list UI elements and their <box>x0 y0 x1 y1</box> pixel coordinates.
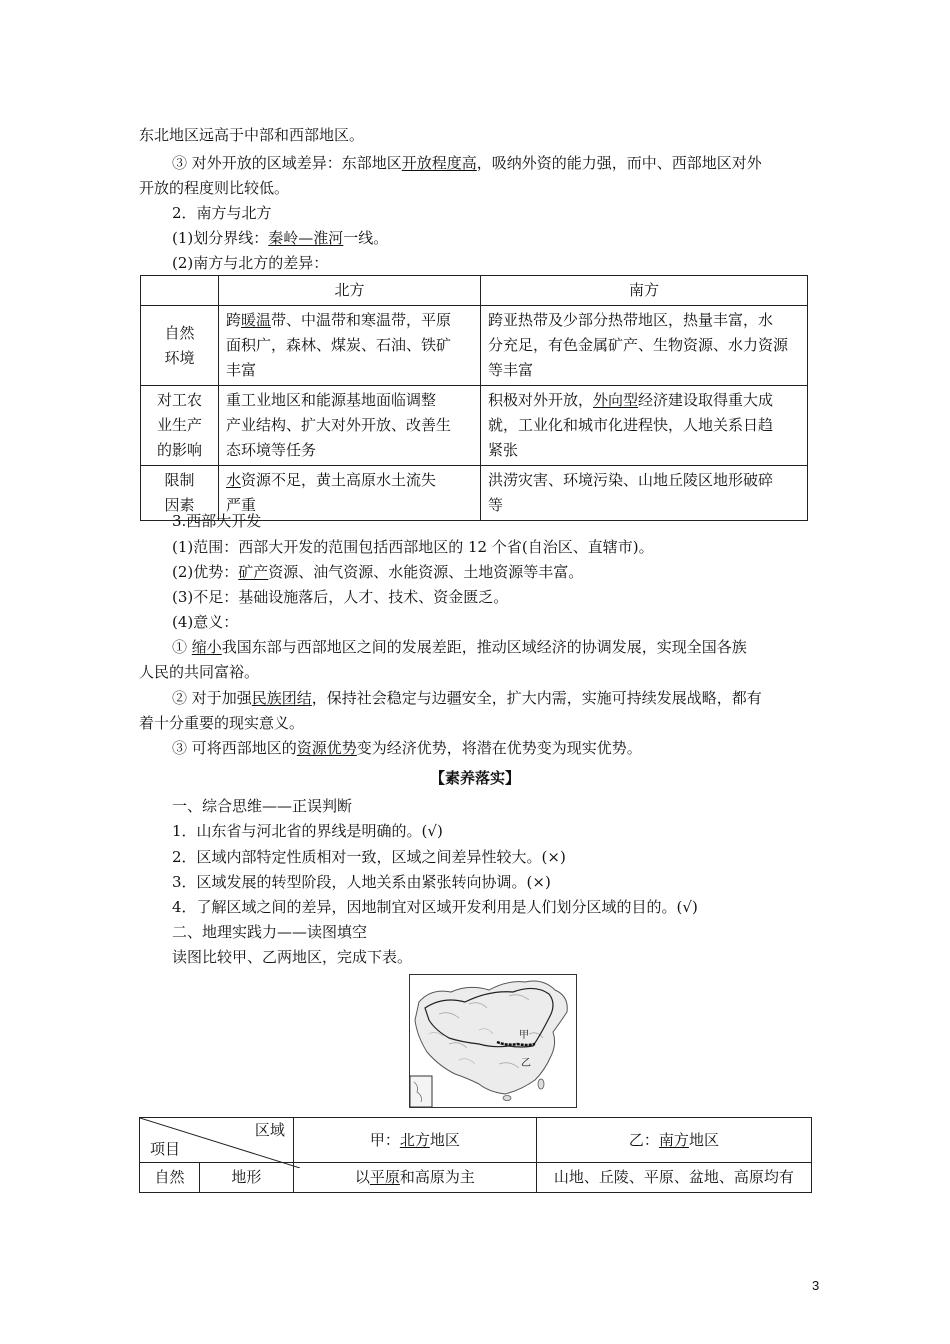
para-significance-3: ③ 可将西部地区的资源优势变为经济优势，将潜在优势变为现实优势。 <box>172 739 642 757</box>
south-north-table <box>140 275 808 521</box>
row-label-nature: 自然 环境 <box>141 306 219 386</box>
section-title: 【素养落实】 <box>429 769 520 787</box>
diagonal-header <box>140 1118 294 1163</box>
para-line: 东北地区远高于中部和西部地区。 <box>139 126 365 144</box>
para-shortcomings: (3)不足：基础设施落后，人才、技术、资金匮乏。 <box>172 588 509 606</box>
table-row <box>140 1118 812 1163</box>
page-number: 3 <box>812 1278 820 1293</box>
question-5: 读图比较甲、乙两地区，完成下表。 <box>172 948 413 966</box>
para-line: 开放的程度则比较低。 <box>139 179 290 197</box>
para-advantages: (2)优势：矿产资源、油气资源、水能资源、土地资源等丰富。 <box>172 563 584 581</box>
para-differences: (2)南方与北方的差异： <box>172 254 329 272</box>
diag-label-item: 项目 <box>150 1140 181 1158</box>
header-jia: 甲：北方地区 <box>293 1118 536 1163</box>
china-map <box>409 974 577 1108</box>
cell-south-impact: 积极对外开放，外向型经济建设取得重大成 就，工业化和城市化进程快，人地关系日趋 紧张 <box>481 386 808 466</box>
cell-south-limits: 洪涝灾害、环境污染、山地丘陵区地形破碎 等 <box>481 466 808 521</box>
question-1: 1．山东省与河北省的界线是明确的。(√) <box>172 822 443 840</box>
para-line: 人民的共同富裕。 <box>139 663 260 681</box>
para-line: 着十分重要的现实意义。 <box>139 714 305 732</box>
header-yi: 乙：南方地区 <box>536 1118 811 1163</box>
table-row <box>141 276 808 306</box>
cell-north-impact: 重工业地区和能源基地面临调整 产业结构、扩大对外开放、改善生 态环境等任务 <box>219 386 481 466</box>
para-significance-1: ① 缩小我国东部与西部地区之间的发展差距，推动区域经济的协调发展，实现全国各族 <box>172 638 747 656</box>
table-row <box>141 306 808 386</box>
cell-jia-terrain: 以平原和高原为主 <box>293 1163 536 1193</box>
question-heading-2: 二、地理实践力——读图填空 <box>172 923 368 941</box>
question-heading-1: 一、综合思维——正误判断 <box>172 797 353 815</box>
question-2: 2．区域内部特定性质相对一致，区域之间差异性较大。(×) <box>172 848 566 866</box>
diag-label-region: 区域 <box>254 1121 285 1139</box>
cell-south-nature: 跨亚热带及少部分热带地区，热量丰富，水 分充足，有色金属矿产、生物资源、水力资源 等丰富 <box>481 306 808 386</box>
para-scope: (1)范围：西部大开发的范围包括西部地区的 12 个省(自治区、直辖市)。 <box>172 538 654 556</box>
table-cell-empty <box>141 276 219 306</box>
map-label-yi: 乙 <box>521 1058 531 1069</box>
cell-nature: 自然 <box>140 1163 200 1193</box>
heading-west-development: 3.西部大开发 <box>172 512 262 530</box>
cell-terrain: 地形 <box>200 1163 294 1193</box>
para-significance-2: ② 对于加强民族团结，保持社会稳定与边疆安全，扩大内需，实施可持续发展战略，都有 <box>172 689 762 707</box>
region-compare-table <box>139 1117 812 1193</box>
question-3: 3．区域发展的转型阶段，人地关系由紧张转向协调。(×) <box>172 873 551 891</box>
para-boundary: (1)划分界线：秦岭—淮河一线。 <box>172 229 389 247</box>
header-south: 南方 <box>481 276 808 306</box>
row-label-limits: 限制 因素 <box>141 466 219 521</box>
para-open-region-diff: ③ 对外开放的区域差异：东部地区开放程度高，吸纳外资的能力强，而中、西部地区对外 <box>172 154 762 172</box>
para-significance: (4)意义： <box>172 613 239 631</box>
question-4: 4．了解区域之间的差异，因地制宜对区域开发利用是人们划分区域的目的。(√) <box>172 898 698 916</box>
china-map-svg <box>409 974 577 1108</box>
row-label-impact: 对工农 业生产 的影响 <box>141 386 219 466</box>
cell-north-limits: 水资源不足，黄土高原水土流失 严重 <box>219 466 481 521</box>
header-north: 北方 <box>219 276 481 306</box>
table-row <box>141 386 808 466</box>
cell-yi-terrain: 山地、丘陵、平原、盆地、高原均有 <box>536 1163 811 1193</box>
cell-north-nature: 跨暖温带、中温带和寒温带，平原 面积广，森林、煤炭、石油、铁矿 丰富 <box>219 306 481 386</box>
map-label-jia: 甲 <box>519 1030 529 1041</box>
heading-south-north: 2．南方与北方 <box>172 204 272 222</box>
